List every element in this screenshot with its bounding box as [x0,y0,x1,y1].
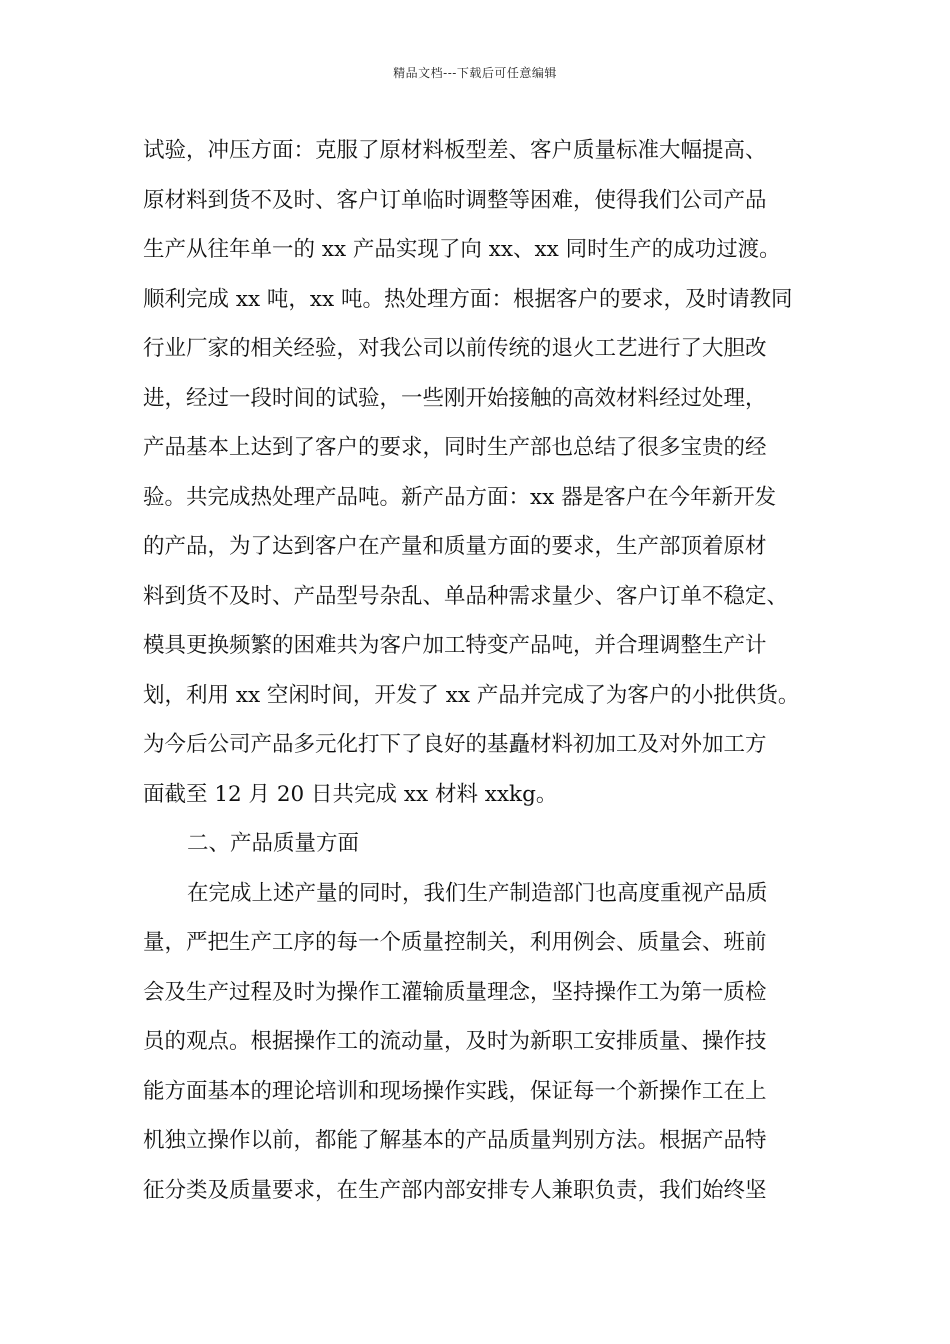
text-line: 生产从往年单一的 xx 产品实现了向 xx、xx 同时生产的成功过渡。 [143,237,781,262]
text-line: 面截至 12 月 20 日共完成 xx 材料 xxkg。 [143,781,558,807]
section-heading: 二、产品质量方面 [187,831,360,856]
text-line: 征分类及质量要求，在生产部内部安排专人兼职负责，我们始终坚 [143,1177,767,1203]
text-line: 员的观点。根据操作工的流动量，及时为新职工安排质量、操作技 [143,1029,767,1054]
text-line: 量，严把生产工序的每一个质量控制关，利用例会、质量会、班前 [143,930,767,955]
text-line: 的产品，为了达到客户在产量和质量方面的要求，生产部顶着原材 [143,534,767,559]
text-line: 会及生产过程及时为操作工灌输质量理念，坚持操作工为第一质检 [143,979,767,1005]
text-line: 模具更换频繁的困难共为客户加工特变产品吨，并合理调整生产计 [143,633,767,658]
text-line: 料到货不及时、产品型号杂乱、单品种需求量少、客户订单不稳定、 [143,583,789,609]
paragraph-first-line: 在完成上述产量的同时，我们生产制造部门也高度重视产品质 [187,880,768,906]
text-line: 能方面基本的理论培训和现场操作实践，保证每一个新操作工在上 [143,1078,767,1104]
text-line: 机独立操作以前，都能了解基本的产品质量判别方法。根据产品特 [143,1128,767,1153]
text-line: 为今后公司产品多元化打下了良好的基矗材料初加工及对外加工方 [143,732,767,757]
page-header: 精品文档---下载后可任意编辑 [393,66,557,80]
document-body [143,126,833,1215]
text-line: 验。共完成热处理产品吨。新产品方面：xx 器是客户在今年新开发 [143,484,777,510]
text-line: 进，经过一段时间的试验，一些刚开始接触的高效材料经过处理， [143,385,767,411]
text-line: 划，利用 xx 空闲时间，开发了 xx 产品并完成了为客户的小批供货。 [143,682,800,708]
text-line: 行业厂家的相关经验，对我公司以前传统的退火工艺进行了大胆改 [143,336,767,361]
text-line: 产品基本上达到了客户的要求，同时生产部也总结了很多宝贵的经 [143,435,767,460]
text-line: 试验，冲压方面：克服了原材料板型差、客户质量标准大幅提高、 [143,138,767,163]
text-line: 原材料到货不及时、客户订单临时调整等困难，使得我们公司产品 [143,187,767,213]
text-line: 顺利完成 xx 吨，xx 吨。热处理方面：根据客户的要求，及时请教同 [143,286,793,312]
